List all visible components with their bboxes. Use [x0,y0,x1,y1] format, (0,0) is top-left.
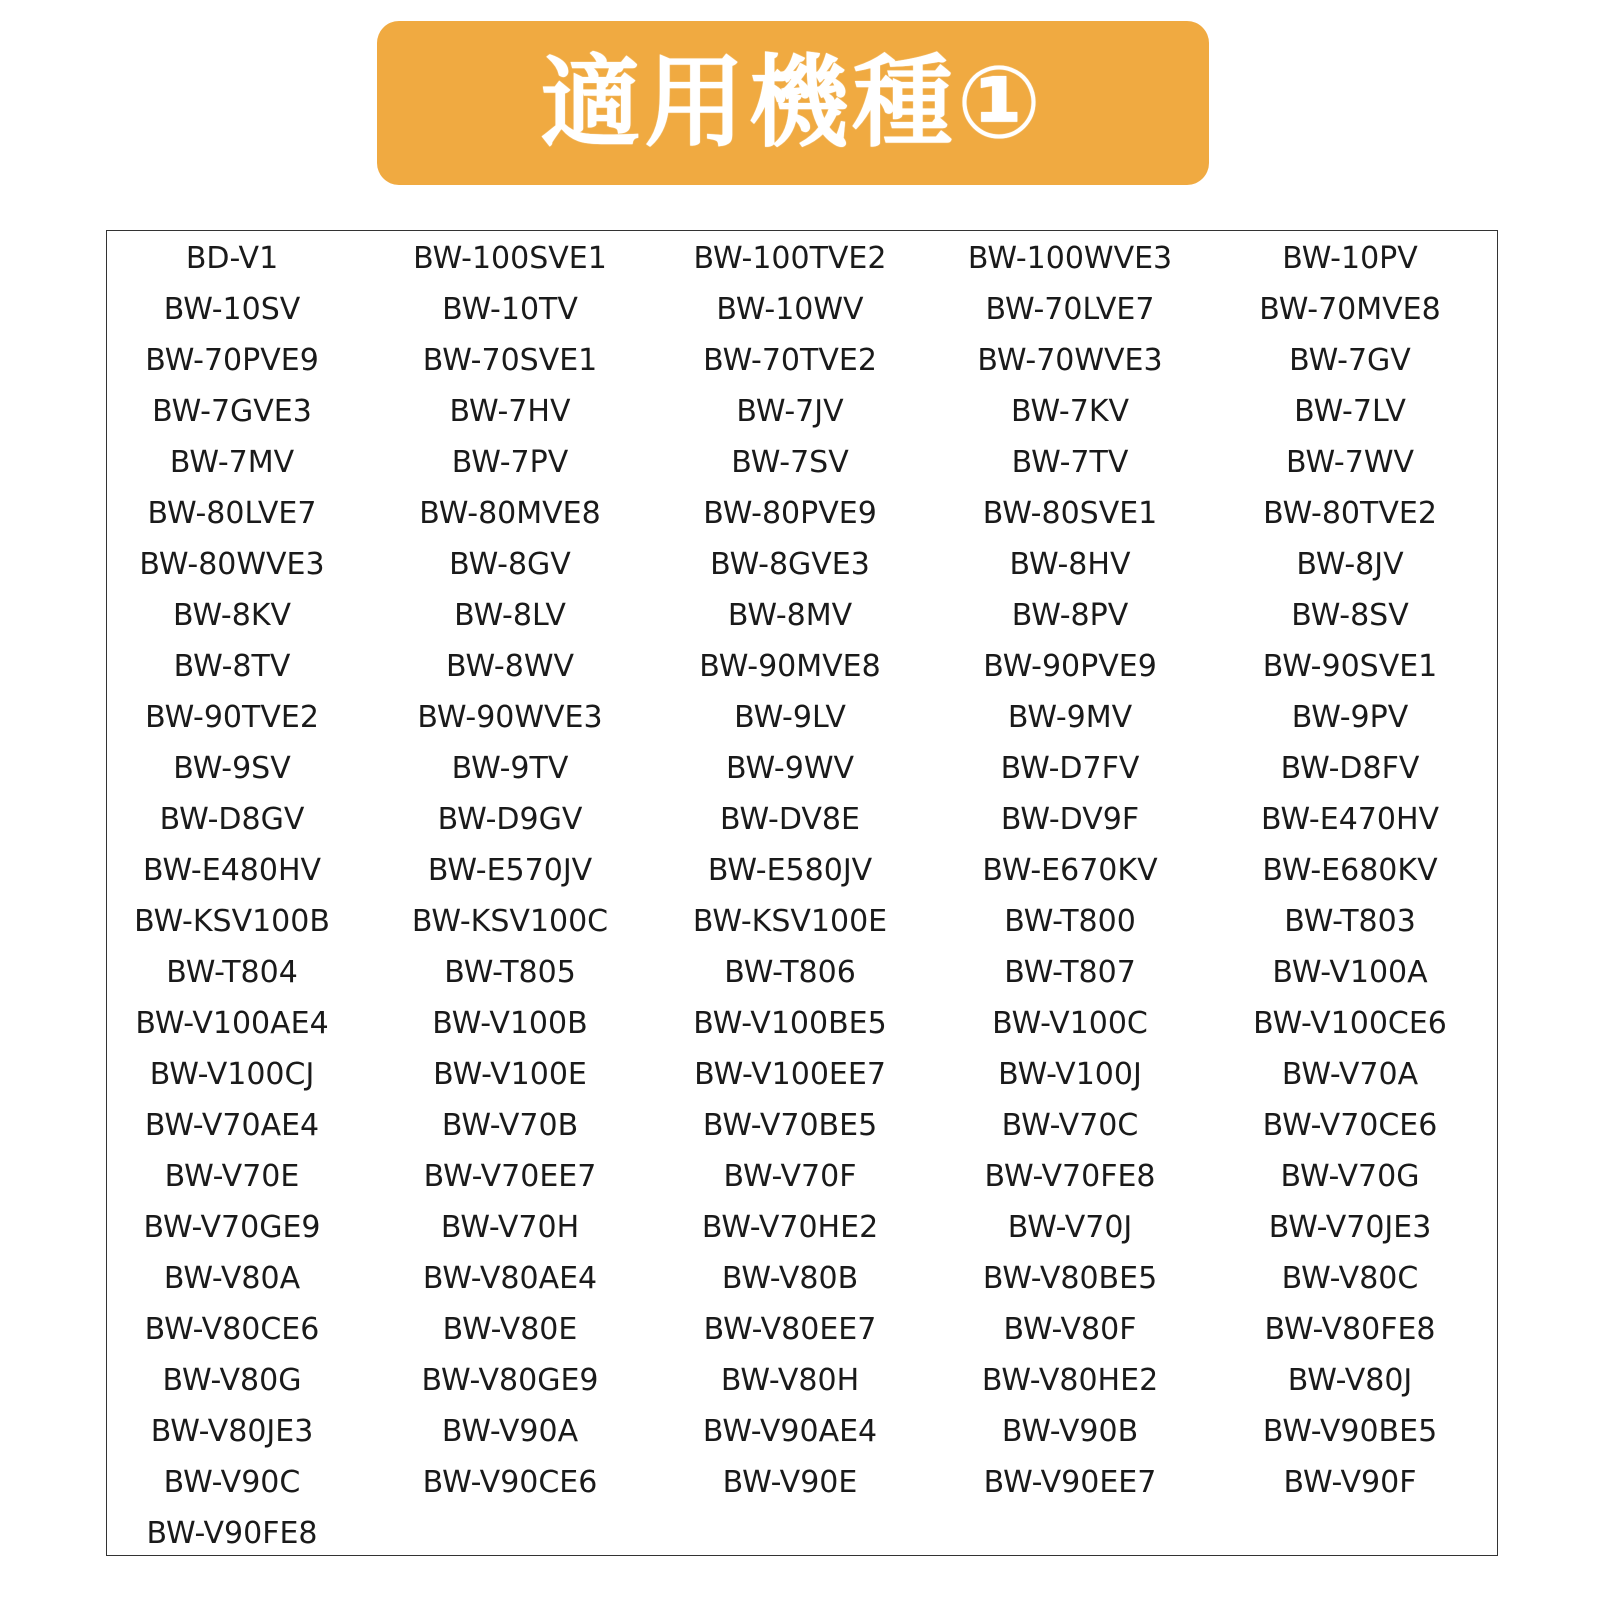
model-item: BW-V70AE4 [144,1108,320,1143]
model-item: BW-D8GV [159,802,305,837]
model-item: BW-V80B [721,1261,859,1296]
model-item: BW-T806 [724,955,856,990]
model-item: BW-V80C [1281,1261,1419,1296]
model-item: BW-V90BE5 [1262,1414,1438,1449]
model-item: BW-V70E [164,1159,300,1194]
model-item: BW-9WV [725,751,855,786]
model-item: BW-7PV [451,445,569,480]
model-item: BW-D8FV [1280,751,1420,786]
model-item: BW-90TVE2 [145,700,319,735]
model-item: BW-V90F [1283,1465,1417,1500]
model-item: BW-80WVE3 [139,547,325,582]
model-item: BW-T807 [1004,955,1136,990]
model-item: BW-80PVE9 [703,496,877,531]
model-item: BW-90WVE3 [417,700,603,735]
model-item: BW-10PV [1282,241,1418,276]
model-item: BW-V80F [1003,1312,1137,1347]
model-item: BW-7HV [449,394,571,429]
model-item: BW-T800 [1004,904,1136,939]
model-item: BW-8MV [727,598,853,633]
model-item: BW-8KV [172,598,292,633]
model-item: BW-V80FE8 [1264,1312,1436,1347]
model-item: BW-V70EE7 [423,1159,597,1194]
model-item: BW-V80A [163,1261,301,1296]
model-item: BW-V70CE6 [1262,1108,1438,1143]
model-item: BW-V70FE8 [984,1159,1156,1194]
model-item: BW-E680KV [1262,853,1438,888]
model-item: BW-90SVE1 [1262,649,1438,684]
model-item: BW-100SVE1 [413,241,607,276]
model-item: BW-V70F [723,1159,857,1194]
model-item: BW-E470HV [1260,802,1440,837]
model-item: BW-8SV [1291,598,1409,633]
title-banner [377,21,1209,185]
model-item: BW-V100BE5 [693,1006,887,1041]
model-item: BW-E670KV [982,853,1158,888]
model-item: BW-V90CE6 [422,1465,598,1500]
model-item: BW-90MVE8 [699,649,881,684]
model-item: BW-8WV [445,649,575,684]
model-item: BW-V80E [442,1312,578,1347]
model-item: BW-E580JV [707,853,873,888]
model-item: BW-9PV [1291,700,1409,735]
model-item: BW-V90A [441,1414,579,1449]
model-item: BW-V80G [162,1363,302,1398]
model-item: BW-V80EE7 [703,1312,877,1347]
model-item: BW-8JV [1296,547,1404,582]
model-item: BW-V80CE6 [144,1312,320,1347]
model-item: BW-V90EE7 [983,1465,1157,1500]
model-item: BW-70WVE3 [977,343,1163,378]
model-item: BW-8HV [1009,547,1131,582]
model-item: BW-V100C [992,1006,1148,1041]
model-item: BW-80TVE2 [1263,496,1437,531]
model-item: BW-9SV [173,751,291,786]
model-item: BW-80LVE7 [147,496,317,531]
model-item: BW-8GV [449,547,571,582]
model-item: BW-7WV [1285,445,1415,480]
model-item: BW-V80HE2 [981,1363,1159,1398]
model-item: BW-KSV100E [692,904,888,939]
model-item: BW-7KV [1010,394,1130,429]
model-item: BW-V70H [440,1210,580,1245]
model-item: BW-T803 [1284,904,1416,939]
model-item: BW-8LV [454,598,566,633]
model-item: BW-D9GV [437,802,583,837]
model-item: BW-V80BE5 [982,1261,1158,1296]
model-item: BW-100WVE3 [967,241,1173,276]
model-item: BW-70MVE8 [1259,292,1441,327]
model-item: BW-V100A [1272,955,1428,990]
model-item: BW-90PVE9 [983,649,1157,684]
model-item: BW-V80JE3 [150,1414,314,1449]
model-item: BW-10SV [163,292,301,327]
model-item: BW-V70J [1007,1210,1133,1245]
model-item: BW-T805 [444,955,576,990]
model-item: BW-V70HE2 [701,1210,879,1245]
model-item: BW-V90AE4 [702,1414,878,1449]
model-item: BW-KSV100B [134,904,330,939]
model-item: BW-V70GE9 [143,1210,321,1245]
model-item: BW-V70C [1001,1108,1139,1143]
model-item: BW-8TV [173,649,291,684]
model-item: BW-80MVE8 [419,496,601,531]
model-item: BW-9MV [1007,700,1133,735]
model-item: BW-7GVE3 [152,394,312,429]
model-item: BW-V100AE4 [135,1006,329,1041]
model-item: BD-V1 [185,241,279,276]
model-item: BW-70TVE2 [703,343,877,378]
model-item: BW-V100CE6 [1253,1006,1447,1041]
model-item: BW-V80H [720,1363,860,1398]
model-item: BW-V80AE4 [422,1261,598,1296]
model-item: BW-8GVE3 [710,547,870,582]
model-item: BW-70LVE7 [985,292,1155,327]
model-item: BW-DV9F [1000,802,1140,837]
model-item: BW-V90E [722,1465,858,1500]
model-item: BW-7MV [169,445,295,480]
model-item: BW-V100B [432,1006,588,1041]
model-list-box [106,230,1498,1556]
model-item: BW-DV8E [720,802,860,837]
model-item: BW-V80GE9 [421,1363,599,1398]
model-item: BW-8PV [1011,598,1129,633]
model-item: BW-10TV [442,292,578,327]
model-item: BW-V70JE3 [1268,1210,1432,1245]
model-item: BW-V100E [433,1057,587,1092]
model-item: BW-80SVE1 [982,496,1158,531]
model-item: BW-V90C [163,1465,301,1500]
model-item: BW-70SVE1 [422,343,598,378]
model-item: BW-100TVE2 [693,241,887,276]
model-item: BW-V90FE8 [146,1516,318,1551]
model-item: BW-7SV [731,445,849,480]
model-item: BW-E570JV [427,853,593,888]
model-item: BW-7JV [736,394,844,429]
model-item: BW-D7FV [1000,751,1140,786]
model-item: BW-KSV100C [411,904,609,939]
model-item: BW-9LV [734,700,846,735]
page-title: 適用機種① [540,44,1046,161]
model-item: BW-V100J [998,1057,1142,1092]
model-item: BW-V70B [441,1108,579,1143]
model-item: BW-V100EE7 [694,1057,886,1092]
model-item: BW-7LV [1294,394,1406,429]
model-item: BW-10WV [716,292,864,327]
model-item: BW-7GV [1289,343,1411,378]
model-item: BW-9TV [451,751,569,786]
model-item: BW-V70A [1281,1057,1419,1092]
model-item: BW-V70G [1280,1159,1420,1194]
model-list [107,233,1497,1559]
model-item: BW-V90B [1001,1414,1139,1449]
model-item: BW-V70BE5 [702,1108,878,1143]
model-item: BW-T804 [166,955,298,990]
model-item: BW-7TV [1011,445,1129,480]
model-item: BW-70PVE9 [145,343,319,378]
model-item: BW-V80J [1287,1363,1413,1398]
model-item: BW-E480HV [142,853,322,888]
model-item: BW-V100CJ [149,1057,315,1092]
